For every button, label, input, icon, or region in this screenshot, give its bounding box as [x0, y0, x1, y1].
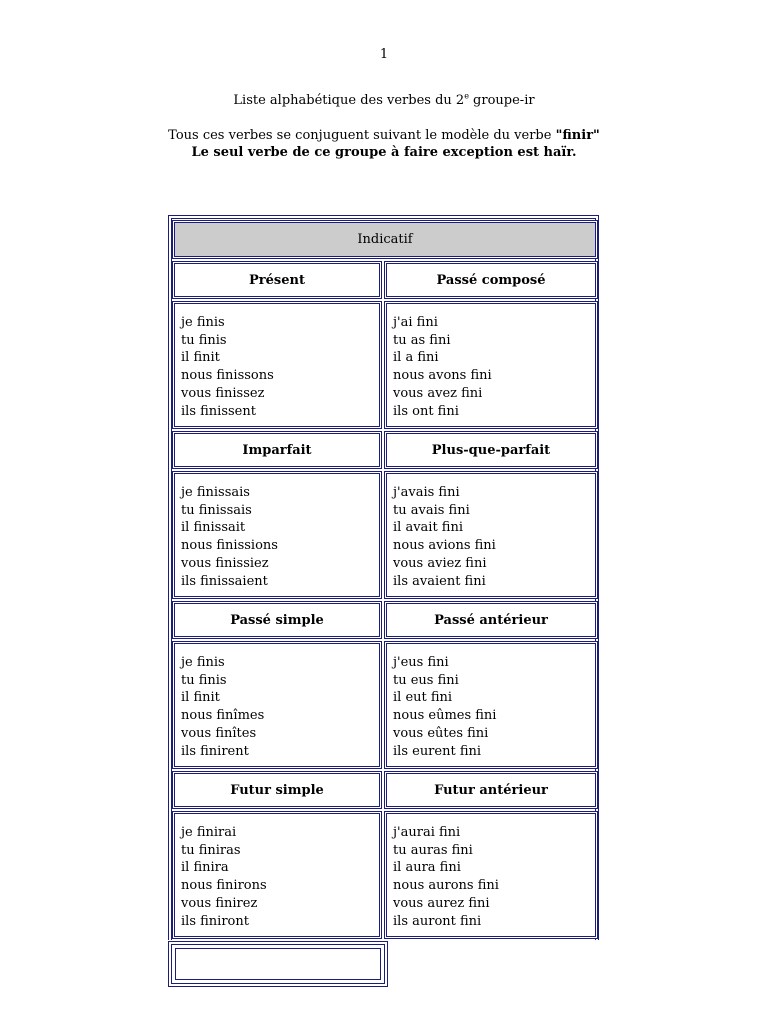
conjugation-passe-anterieur: [384, 641, 598, 769]
conjugation-line: nous finîmes: [181, 708, 265, 724]
conjugation-line: j'ai fini: [393, 315, 438, 330]
page-number: 1: [379, 47, 389, 62]
conjugation-passe-simple: [172, 641, 382, 769]
tense-header-passe-simple: Passé simple: [172, 601, 382, 639]
conjugation-line: tu finis: [181, 332, 227, 348]
conjugation-line: je finis: [181, 655, 225, 670]
conjugation-passe-compose: [384, 301, 598, 429]
conjugation-line: tu finiras: [181, 842, 241, 858]
conjugation-line: ils ont fini: [393, 403, 459, 419]
conjugation-line: ils finirent: [181, 743, 249, 759]
empty-cell: [175, 948, 381, 980]
list-title: [0, 92, 768, 110]
conjugation-line: nous aurons fini: [393, 878, 499, 894]
conjugation-line: je finis: [181, 315, 225, 330]
intro-sentence: [0, 127, 768, 144]
conjugation-line: nous avons fini: [393, 368, 492, 384]
conjugation-line: nous avions fini: [393, 538, 496, 554]
conjugation-line: vous finîtes: [181, 725, 257, 741]
conjugation-line: vous avez fini: [393, 385, 483, 401]
conjugation-line: nous eûmes fini: [393, 708, 497, 724]
conjugation-line: il aura fini: [393, 860, 461, 876]
conjugation-line: vous aurez fini: [393, 895, 490, 911]
conjugation-plus-que-parfait: [384, 471, 598, 599]
tense-header-futur-anterieur: Futur antérieur: [384, 771, 598, 809]
conjugation-line: il finira: [181, 860, 229, 876]
conjugation-line: ils finissaient: [181, 573, 268, 589]
conjugation-line: ils auront fini: [393, 913, 482, 929]
conjugation-line: tu finis: [181, 672, 227, 688]
tense-header-futur-simple: Futur simple: [172, 771, 382, 809]
exception-note: Le seul verbe de ce groupe à faire exception est haïr.: [191, 145, 577, 160]
title-text: Liste alphabétique des verbes du 2: [233, 93, 465, 108]
conjugation-line: ils eurent fini: [393, 743, 482, 759]
conjugation-line: j'avais fini: [393, 485, 460, 500]
tense-header-passe-compose: Passé composé: [384, 261, 598, 299]
tense-header-plus-que-parfait: Plus-que-parfait: [384, 431, 598, 469]
mode-header: Indicatif: [172, 220, 598, 259]
title-suffix: groupe-ir: [468, 93, 535, 108]
conjugation-line: tu finissais: [181, 502, 252, 518]
conjugation-line: il a fini: [393, 350, 439, 366]
conjugation-line: je finissais: [181, 485, 250, 500]
conjugation-line: il finit: [181, 690, 220, 706]
conjugation-line: ils finissent: [181, 403, 256, 419]
conjugation-futur-anterieur: [384, 811, 598, 939]
conjugation-line: vous eûtes fini: [393, 725, 489, 741]
conjugation-line: vous aviez fini: [393, 555, 487, 571]
conjugation-line: nous finissions: [181, 538, 278, 554]
conjugation-line: il finit: [181, 350, 220, 366]
continuation-table-inner: [171, 944, 385, 984]
intro-text: [0, 127, 768, 161]
continuation-table-fragment: [168, 941, 388, 987]
title-superscript: e: [464, 91, 469, 101]
tense-header-imparfait: Imparfait: [172, 431, 382, 469]
tense-header-present: Présent: [172, 261, 382, 299]
conjugation-line: ils avaient fini: [393, 573, 486, 589]
conjugation-line: j'aurai fini: [393, 825, 461, 840]
conjugation-futur-simple: [172, 811, 382, 939]
conjugation-line: tu eus fini: [393, 672, 459, 688]
conjugation-line: tu as fini: [393, 332, 451, 348]
conjugation-line: il avait fini: [393, 520, 464, 536]
conjugation-line: vous finissiez: [181, 555, 269, 571]
conjugation-line: il eut fini: [393, 690, 453, 706]
conjugation-line: j'eus fini: [393, 655, 449, 670]
conjugation-line: nous finissons: [181, 368, 274, 384]
conjugation-line: ils finiront: [181, 913, 249, 929]
conjugation-line: je finirai: [181, 825, 237, 840]
tense-header-passe-anterieur: Passé antérieur: [384, 601, 598, 639]
intro-sentence-start: Tous ces verbes se conjuguent suivant le modèle du verbe: [168, 128, 556, 143]
conjugation-line: vous finissez: [181, 385, 265, 401]
model-verb: "finir": [555, 128, 600, 143]
conjugation-line: il finissait: [181, 520, 246, 536]
conjugation-imparfait: [172, 471, 382, 599]
conjugation-line: vous finirez: [181, 895, 258, 911]
conjugation-line: nous finirons: [181, 878, 267, 894]
conjugation-line: tu avais fini: [393, 502, 470, 518]
conjugation-line: tu auras fini: [393, 842, 473, 858]
conjugation-present: [172, 301, 382, 429]
